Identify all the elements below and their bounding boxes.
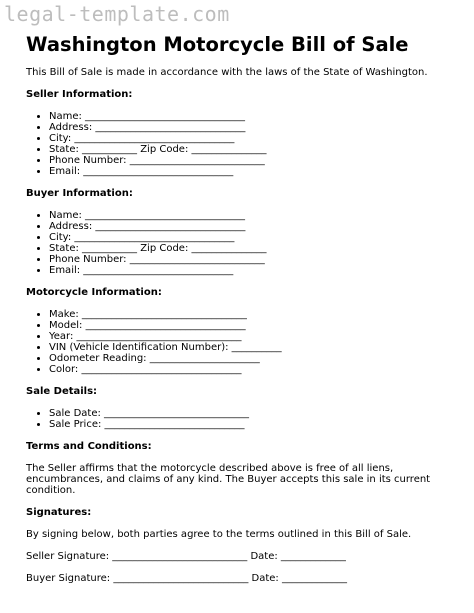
buyer-address-field: • Address: ______________________________	[49, 221, 466, 232]
buyer-signature-line: Buyer Signature: ___________________________ Date: _____________	[26, 573, 347, 584]
seller-list	[26, 111, 466, 177]
buyer-heading: Buyer Information:	[26, 188, 133, 199]
motorcycle-model-field: • Model: ________________________________	[49, 320, 466, 331]
seller-heading: Seller Information:	[26, 89, 133, 100]
seller-address-field: • Address: ______________________________	[49, 122, 466, 133]
motorcycle-odometer-field: • Odometer Reading: ______________________	[49, 353, 466, 364]
seller-state-zip-field: • State: ___________ Zip Code: _______________	[49, 144, 466, 155]
buyer-city-field: • City: ________________________________	[49, 232, 466, 243]
terms-text: The Seller affirms that the motorcycle described above is free of all liens, encumbrances, and claims of any kind. The Buyer accepts this sale in its current condition.	[26, 463, 431, 496]
motorcycle-color-field: • Color: ________________________________	[49, 364, 466, 375]
buyer-state-zip-field: • State: ___________ Zip Code: _______________	[49, 243, 466, 254]
buyer-list	[26, 210, 466, 276]
motorcycle-vin-field: • VIN (Vehicle Identification Number): __________	[49, 342, 466, 353]
motorcycle-year-field: • Year: _________________________________	[49, 331, 466, 342]
buyer-name-field: • Name: ________________________________	[49, 210, 466, 221]
motorcycle-make-field: • Make: _________________________________	[49, 309, 466, 320]
motorcycle-heading: Motorcycle Information:	[26, 287, 162, 298]
document-title: Washington Motorcycle Bill of Sale	[26, 33, 409, 56]
sale-heading: Sale Details:	[26, 386, 98, 397]
seller-city-field: • City: ________________________________	[49, 133, 466, 144]
document-body	[26, 67, 466, 595]
seller-name-field: • Name: ________________________________	[49, 111, 466, 122]
seller-signature-line: Seller Signature: ___________________________ Date: _____________	[26, 551, 346, 562]
watermark: legal-template.com	[4, 2, 230, 26]
terms-heading: Terms and Conditions:	[26, 441, 152, 452]
signatures-heading: Signatures:	[26, 507, 92, 518]
intro-text: This Bill of Sale is made in accordance with the laws of the State of Washington.	[26, 67, 428, 78]
sale-price-field: • Sale Price: ____________________________	[49, 419, 466, 430]
terms-section	[26, 441, 466, 496]
buyer-email-field: • Email: ______________________________	[49, 265, 466, 276]
seller-email-field: • Email: ______________________________	[49, 166, 466, 177]
signatures-intro: By signing below, both parties agree to the terms outlined in this Bill of Sale.	[26, 529, 412, 540]
seller-section	[26, 89, 466, 177]
sale-section	[26, 386, 466, 430]
buyer-section	[26, 188, 466, 276]
buyer-phone-field: • Phone Number: ___________________________	[49, 254, 466, 265]
signatures-section	[26, 507, 466, 584]
sale-date-field: • Sale Date: _____________________________	[49, 408, 466, 419]
sale-list	[26, 408, 466, 430]
motorcycle-section	[26, 287, 466, 375]
seller-phone-field: • Phone Number: ___________________________	[49, 155, 466, 166]
motorcycle-list	[26, 309, 466, 375]
